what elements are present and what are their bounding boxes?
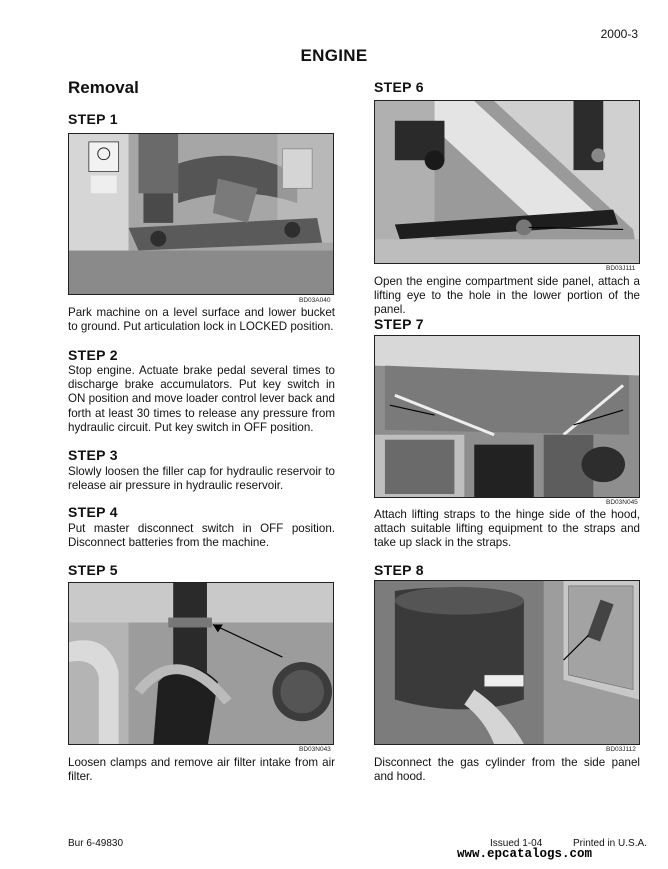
section-title: Removal [68,78,139,97]
step-7-text: Attach lifting straps to the hinge side of the hood, attach suitable lifting equipment to the straps and take up slack in the straps. [374,508,640,550]
footer-doc-number: Bur 6-49830 [68,838,124,849]
step-7-photo [374,335,640,498]
step-2-text: Stop engine. Actuate brake pedal several times to discharge brake accumulators. Put key switch in ON position and move loader control lever back and forth at least 30 times to release any pressure from hydraulic circuit. Put key switch in OFF position. [68,364,335,434]
step-1-photo [68,133,334,295]
step-8-image-code: BD03J112 [606,746,636,753]
watermark-link[interactable]: www.epcatalogs.com [457,847,593,861]
step-7-image-code: BD03N045 [606,499,638,506]
step-6-image-code: BD03J111 [606,265,636,272]
footer-issued: Issued 1-04 [490,838,543,849]
step-4-heading: STEP 4 [68,504,118,520]
step-4-text: Put master disconnect switch in OFF position. Disconnect batteries from the machine. [68,522,335,550]
page-number: 2000-3 [600,27,638,41]
step-5-image-code: BD03N043 [299,746,331,753]
step-1-text: Park machine on a level surface and lower bucket to ground. Put articulation lock in LOCKED position. [68,306,335,334]
step-6-heading: STEP 6 [374,79,424,95]
footer-printed: Printed in U.S.A. [573,838,647,849]
step-6-photo [374,100,640,264]
step-2-heading: STEP 2 [68,347,118,363]
step-8-text: Disconnect the gas cylinder from the side panel and hood. [374,756,640,784]
step-1-heading: STEP 1 [68,111,118,127]
step-1-image-code: BD03A040 [299,297,331,304]
step-3-heading: STEP 3 [68,447,118,463]
step-5-text: Loosen clamps and remove air filter intake from air filter. [68,756,335,784]
step-8-photo [374,580,640,745]
step-5-heading: STEP 5 [68,562,118,578]
step-5-photo [68,582,334,745]
step-6-text: Open the engine compartment side panel, attach a lifting eye to the hole in the lower portion of the panel. [374,275,640,317]
step-8-heading: STEP 8 [374,562,424,578]
step-3-text: Slowly loosen the filler cap for hydraulic reservoir to release air pressure in hydraulic reservoir. [68,465,335,493]
page-title: ENGINE [300,46,368,65]
step-7-heading: STEP 7 [374,316,424,332]
